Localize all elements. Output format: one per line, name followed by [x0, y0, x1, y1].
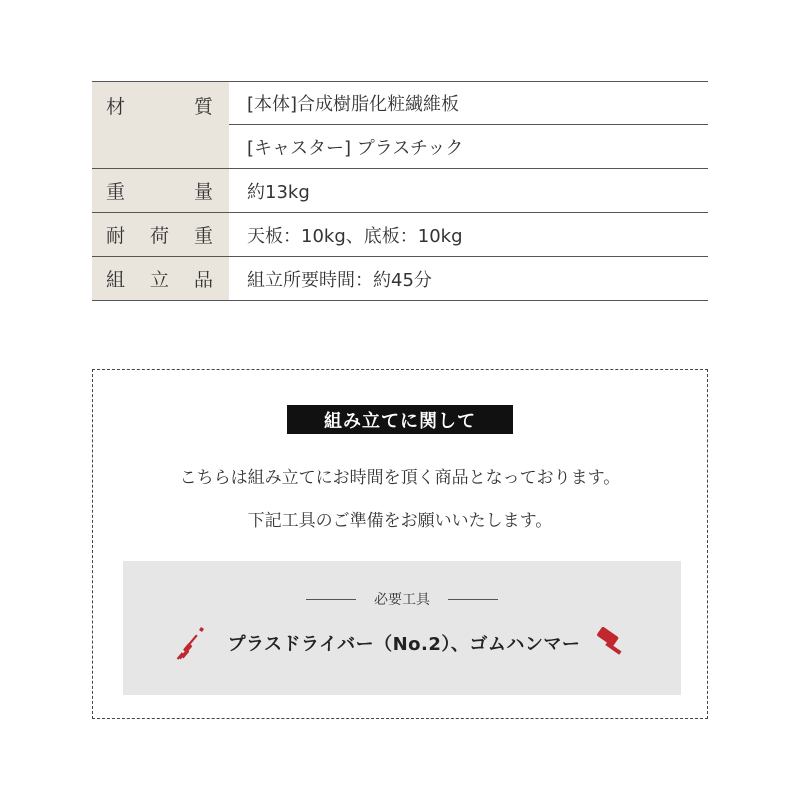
- spec-label-weight: 重 量: [92, 169, 229, 212]
- spec-value-load: 天板：10kg、底板：10kg: [247, 225, 463, 247]
- required-tools-box: [123, 561, 681, 695]
- spec-row-assembly: [92, 257, 708, 301]
- spec-row-material: [92, 82, 708, 169]
- required-tools-text: プラスドライバー（No.2）、ゴムハンマー: [227, 634, 581, 655]
- tools-heading: 必要工具: [374, 592, 430, 608]
- spec-row-load: [92, 213, 708, 257]
- spec-label-assembly: 組 立 品: [92, 257, 229, 300]
- notice-line-1: こちらは組み立てにお時間を頂く商品となっております。: [179, 468, 621, 488]
- spec-table: [92, 81, 708, 301]
- assembly-heading: 組み立てに関して: [287, 405, 513, 434]
- spec-value-assembly-time: 組立所要時間：約45分: [247, 269, 432, 291]
- divider: [306, 599, 356, 600]
- spec-label-load: 耐 荷 重: [92, 213, 229, 256]
- assembly-notice-box: [92, 369, 708, 719]
- screwdriver-icon: [174, 625, 210, 661]
- spec-label-material: 材 質: [92, 82, 229, 168]
- divider: [448, 599, 498, 600]
- mallet-icon: [594, 625, 630, 661]
- spec-row-weight: [92, 169, 708, 213]
- spec-value-material-body: [本体]合成樹脂化粧繊維板: [229, 82, 708, 125]
- notice-line-2: 下記工具のご準備をお願いいたします。: [247, 511, 553, 531]
- spec-value-material-caster: [キャスター] プラスチック: [247, 137, 464, 159]
- spec-value-weight: 約13kg: [247, 181, 310, 203]
